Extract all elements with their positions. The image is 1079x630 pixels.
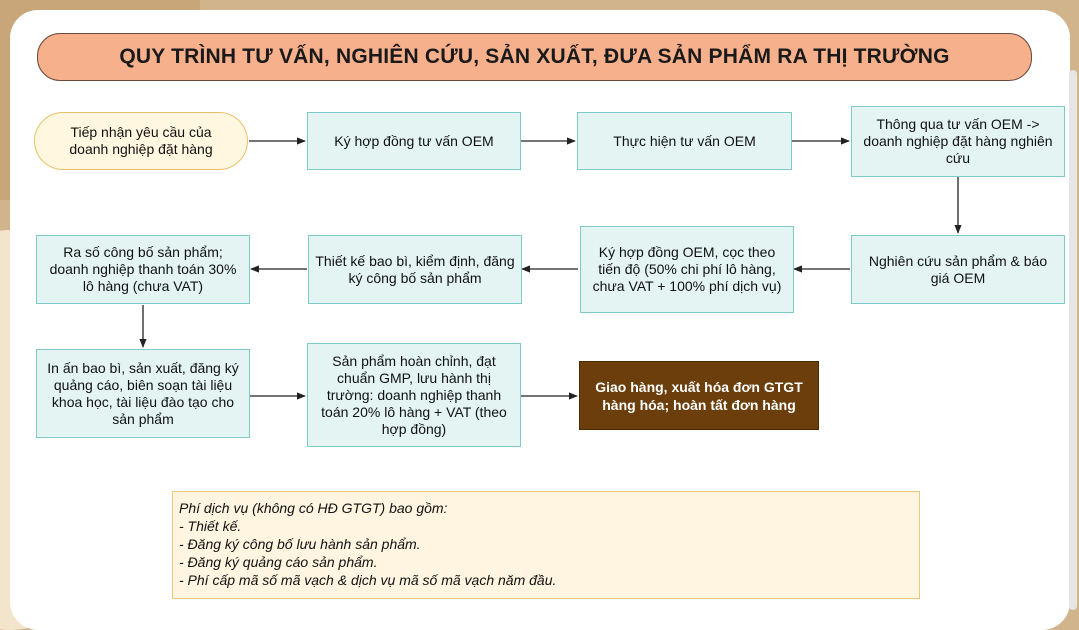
note-item: - Thiết kế. <box>179 518 242 534</box>
step-delivery: Giao hàng, xuất hóa đơn GTGT hàng hóa; hoàn tất đơn hàng <box>579 361 819 430</box>
step-receive-request: Tiếp nhận yêu cầu của doanh nghiệp đặt hàng <box>34 112 248 170</box>
step-design-packaging: Thiết kế bao bì, kiểm định, đăng ký công bố sản phẩm <box>308 235 522 304</box>
service-fee-note <box>172 491 920 599</box>
step-perform-consulting: Thực hiện tư vấn OEM <box>577 112 792 170</box>
step-research-quote: Nghiên cứu sản phẩm & báo giá OEM <box>851 235 1065 304</box>
step-sign-oem-contract: Ký hợp đồng OEM, cọc theo tiến độ (50% chi phí lô hàng, chưa VAT + 100% phí dịch vụ) <box>580 226 794 313</box>
step-sign-consulting-contract: Ký hợp đồng tư vấn OEM <box>307 112 521 170</box>
step-finished-product: Sản phẩm hoàn chỉnh, đạt chuẩn GMP, lưu hành thị trường: doanh nghiệp thanh toán 20% lô hàng + VAT (theo hợp đồng) <box>307 343 521 447</box>
diagram-title: QUY TRÌNH TƯ VẤN, NGHIÊN CỨU, SẢN XUẤT, ĐƯA SẢN PHẨM RA THỊ TRƯỜNG <box>37 33 1032 81</box>
note-item: - Phí cấp mã số mã vạch & dịch vụ mã số mã vạch năm đầu. <box>179 572 557 588</box>
note-heading: Phí dịch vụ (không có HĐ GTGT) bao gồm: <box>179 500 448 516</box>
step-publish-number: Ra số công bố sản phẩm; doanh nghiệp thanh toán 30% lô hàng (chưa VAT) <box>36 235 250 304</box>
note-item: - Đăng ký công bố lưu hành sản phẩm. <box>179 536 421 552</box>
step-order-research: Thông qua tư vấn OEM -> doanh nghiệp đặt hàng nghiên cứu <box>851 106 1065 177</box>
note-item: - Đăng ký quảng cáo sản phẩm. <box>179 554 378 570</box>
step-printing-production: In ấn bao bì, sản xuất, đăng ký quảng cáo, biên soạn tài liệu khoa học, tài liệu đào tạo cho sản phẩm <box>36 349 250 438</box>
